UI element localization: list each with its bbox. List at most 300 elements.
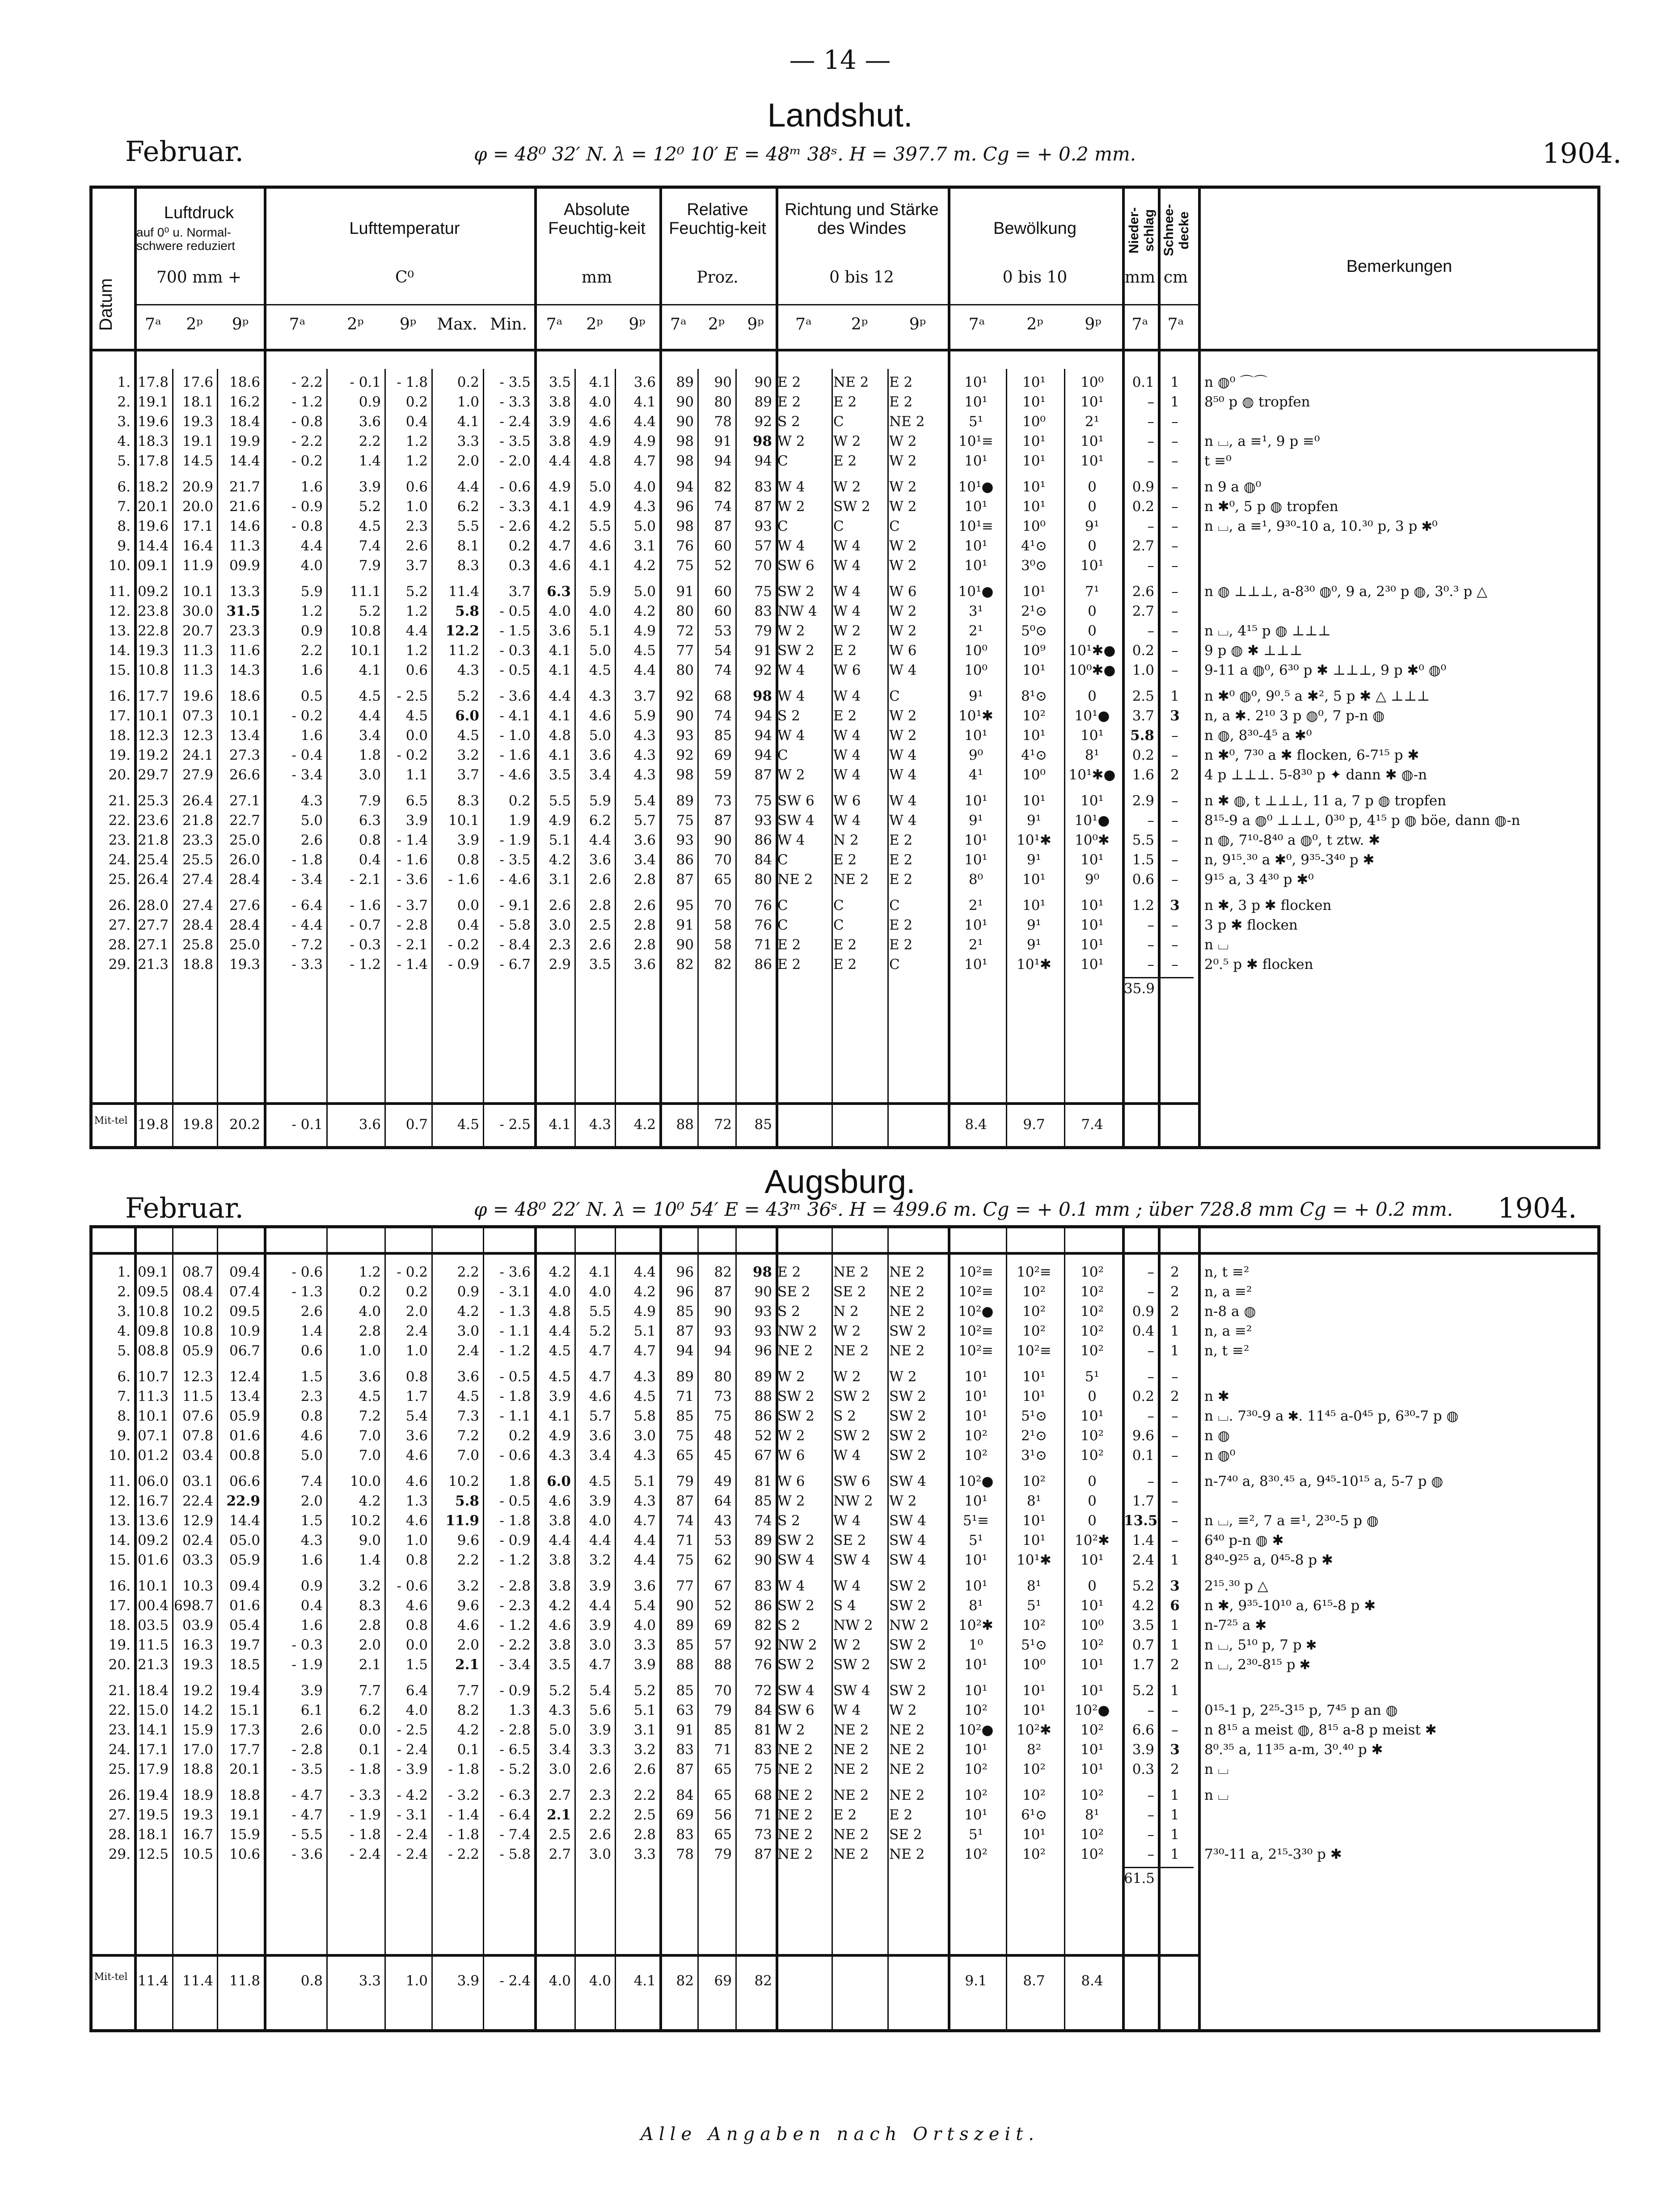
cell-c7: 4¹ xyxy=(968,767,984,783)
cell-r7: 87 xyxy=(676,1323,694,1339)
cell-p7: 27.1 xyxy=(137,937,169,953)
cell-tmin: - 1.9 xyxy=(499,832,531,848)
cell-c2: 10⁰ xyxy=(1022,414,1046,430)
cell-a2: 3.2 xyxy=(589,1552,611,1568)
cell-w7: NE 2 xyxy=(777,1807,813,1823)
cell-r9: 71 xyxy=(754,937,772,953)
cell-t9: 1.2 xyxy=(405,453,428,469)
cell-w2: NW 2 xyxy=(833,1493,873,1509)
cell-r2: 87 xyxy=(714,1284,732,1300)
cell-a7: 4.1 xyxy=(549,643,571,659)
cell-a9: 4.2 xyxy=(633,558,656,574)
cell-snow: 1 xyxy=(1170,1683,1179,1699)
cell-a7: 4.5 xyxy=(549,1343,571,1359)
cell-tmin: - 0.9 xyxy=(499,1532,531,1548)
cell-r9: 86 xyxy=(754,832,772,848)
cell-t2: - 1.8 xyxy=(350,1827,381,1843)
cell-p2: 18.1 xyxy=(182,394,213,410)
cell-snow: – xyxy=(1171,453,1178,469)
cell-t7: 5.0 xyxy=(300,812,323,829)
header-bottom-rule xyxy=(89,349,1600,351)
cell-tmax: 4.4 xyxy=(457,479,479,495)
cell-r7: 65 xyxy=(676,1447,694,1464)
cell-t2: 7.0 xyxy=(359,1428,381,1444)
cell-a7: 3.9 xyxy=(549,414,571,430)
cell-snow: – xyxy=(1171,1428,1178,1444)
cell-w7: C xyxy=(777,518,788,534)
cell-tmax: 2.2 xyxy=(457,1552,479,1568)
cell-tmax: 5.8 xyxy=(455,603,479,619)
cell-a2: 4.0 xyxy=(589,394,611,410)
cell-c2: 2¹⊙ xyxy=(1021,1428,1047,1444)
cell-w7: NE 2 xyxy=(777,1846,813,1862)
cell-w7: SW 4 xyxy=(777,1683,815,1699)
cell-a9: 2.8 xyxy=(633,1827,656,1843)
cell-tmin: - 0.5 xyxy=(499,1369,531,1385)
cell-r9: 90 xyxy=(754,1552,772,1568)
sum-rule xyxy=(1122,977,1194,978)
column-divider xyxy=(1006,369,1007,1149)
cell-tmin: 0.2 xyxy=(508,538,531,554)
cell-p2: 11.3 xyxy=(182,662,213,678)
cell-snow: – xyxy=(1171,414,1178,430)
cell-c9: 7¹ xyxy=(1085,584,1100,600)
cell-a9: 2.2 xyxy=(633,1787,656,1803)
cell-tmax: 0.1 xyxy=(457,1742,479,1758)
cell-r7: 91 xyxy=(676,1722,694,1738)
cell-c2: 6¹⊙ xyxy=(1021,1807,1047,1823)
column-divider xyxy=(887,1225,889,2032)
cell-t2: 3.6 xyxy=(359,1369,381,1385)
cell-p9: 01.6 xyxy=(229,1428,260,1444)
mittel-r2: 69 xyxy=(714,1973,732,1989)
cell-remarks: n ⌴, a ≡¹, 9³⁰-10 a, 10.³⁰ p, 3 p ✱⁰ xyxy=(1204,518,1438,534)
cell-w9: W 4 xyxy=(889,767,917,783)
cell-w7: SW 2 xyxy=(777,1598,815,1614)
cell-a7: 3.5 xyxy=(549,1657,571,1673)
cell-p7: 11.3 xyxy=(137,1388,169,1404)
cell-precip: – xyxy=(1147,1408,1154,1424)
cell-c7: 10¹ xyxy=(964,538,988,554)
cell-c2: 10¹ xyxy=(1022,1388,1046,1404)
cell-a2: 4.6 xyxy=(589,414,611,430)
cell-p7: 26.4 xyxy=(137,871,169,888)
cell-t7: 2.2 xyxy=(300,643,323,659)
cell-c2: 4¹⊙ xyxy=(1021,747,1047,763)
cell-c7: 10¹ xyxy=(964,793,988,809)
sub-rel-2: 2ᵖ xyxy=(708,315,725,334)
cell-a9: 2.5 xyxy=(633,1807,656,1823)
cell-r7: 85 xyxy=(676,1637,694,1653)
cell-tmin: - 4.1 xyxy=(499,708,531,724)
cell-precip: 0.3 xyxy=(1132,1761,1154,1777)
cell-c2: 10¹✱ xyxy=(1017,832,1051,848)
cell-a2: 2.5 xyxy=(589,917,611,933)
cell-p9: 27.3 xyxy=(229,747,260,763)
cell-c9: 2¹ xyxy=(1085,414,1100,430)
cell-w9: W 2 xyxy=(889,728,917,744)
cell-w2: NE 2 xyxy=(833,374,869,390)
cell-a7: 2.9 xyxy=(549,956,571,973)
cell-p2: 19.2 xyxy=(182,1683,213,1699)
cell-w9: SW 2 xyxy=(889,1683,926,1699)
cell-r7: 89 xyxy=(676,1617,694,1633)
cell-w7: SW 2 xyxy=(777,1388,815,1404)
cell-p7: 17.7 xyxy=(137,688,169,704)
cell-r9: 90 xyxy=(754,1284,772,1300)
cell-w7: W 2 xyxy=(777,767,805,783)
cell-p2: 27.4 xyxy=(182,871,213,888)
cell-w9: W 4 xyxy=(889,747,917,763)
cell-t2: 7.9 xyxy=(359,793,381,809)
cell-p9: 27.6 xyxy=(229,897,260,914)
cell-p2: 20.9 xyxy=(182,479,213,495)
cell-c7: 10¹ xyxy=(964,1552,988,1568)
cell-p9: 18.6 xyxy=(229,374,260,390)
cell-tmax: 2.1 xyxy=(455,1657,479,1673)
mittel-a9: 4.2 xyxy=(633,1117,656,1133)
cell-r9: 94 xyxy=(754,728,772,744)
cell-t9: - 2.5 xyxy=(397,688,428,704)
cell-w9: W 2 xyxy=(889,1702,917,1718)
cell-p2: 19.6 xyxy=(182,688,213,704)
cell-a9: 2.6 xyxy=(633,897,656,914)
cell-p2: 15.9 xyxy=(182,1722,213,1738)
cell-p2: 03.4 xyxy=(182,1447,213,1464)
cell-tmin: - 3.3 xyxy=(499,499,531,515)
cell-w9: W 2 xyxy=(889,453,917,469)
cell-p9: 14.4 xyxy=(229,453,260,469)
sub-wind-9: 9ᵖ xyxy=(909,315,926,334)
cell-r7: 90 xyxy=(676,937,694,953)
cell-snow: 1 xyxy=(1170,374,1179,390)
cell-precip: – xyxy=(1147,518,1154,534)
cell-w7: S 2 xyxy=(777,1303,800,1320)
cell-date: 5. xyxy=(117,453,131,469)
cell-t7: - 2.2 xyxy=(291,374,323,390)
cell-r7: 84 xyxy=(676,1787,694,1803)
cell-p9: 31.5 xyxy=(226,603,260,619)
cell-date: 7. xyxy=(117,499,131,515)
cell-p9: 14.6 xyxy=(229,518,260,534)
cell-r2: 64 xyxy=(714,1493,732,1509)
cell-t7: 5.9 xyxy=(300,584,323,600)
cell-c2: 9¹ xyxy=(1026,852,1042,868)
cell-tmax: 8.1 xyxy=(457,538,479,554)
cell-t7: 0.5 xyxy=(300,688,323,704)
cell-p7: 18.2 xyxy=(137,479,169,495)
cell-t9: - 3.7 xyxy=(397,897,428,914)
cell-a7: 4.1 xyxy=(549,1408,571,1424)
month-label: Februar. xyxy=(125,1192,244,1224)
cell-p7: 17.1 xyxy=(137,1742,169,1758)
cell-w9: E 2 xyxy=(889,374,913,390)
cell-t9: - 2.1 xyxy=(397,937,428,953)
cell-p9: 19.3 xyxy=(229,956,260,973)
cell-snow: – xyxy=(1171,1408,1178,1424)
cell-w9: NE 2 xyxy=(889,1343,925,1359)
mittel-a2: 4.3 xyxy=(589,1117,611,1133)
cell-c9: 10¹ xyxy=(1081,852,1104,868)
mittel-t9: 1.0 xyxy=(405,1973,428,1989)
cell-a2: 2.2 xyxy=(589,1807,611,1823)
cell-a9: 4.7 xyxy=(633,453,656,469)
cell-precip: – xyxy=(1147,1787,1154,1803)
cell-snow: 2 xyxy=(1170,1303,1179,1320)
header-lufttemperatur: Lufttemperatur xyxy=(349,219,460,238)
cell-tmin: - 1.5 xyxy=(499,623,531,639)
cell-a9: 4.4 xyxy=(633,1264,656,1280)
cell-r9: 92 xyxy=(754,1637,772,1653)
cell-c2: 10¹ xyxy=(1022,1513,1046,1529)
header-luftdruck-unit: 700 mm + xyxy=(156,268,242,287)
cell-a7: 3.8 xyxy=(549,394,571,410)
cell-remarks: n ◍ ⊥⊥⊥, a-8³⁰ ◍⁰, 9 a, 2³⁰ p ◍, 3⁰.³ p △ xyxy=(1204,584,1487,600)
header-wind: Richtung und Stärke des Windes xyxy=(785,200,939,238)
cell-t9: 0.2 xyxy=(405,394,428,410)
cell-remarks: n ◍ xyxy=(1204,1428,1230,1444)
cell-p7: 01.6 xyxy=(137,1552,169,1568)
cell-w2: C xyxy=(833,414,844,430)
cell-tmax: 5.2 xyxy=(457,688,479,704)
cell-remarks: n, t ≡² xyxy=(1204,1264,1249,1280)
cell-c2: 10² xyxy=(1022,708,1046,724)
cell-date: 12. xyxy=(108,1493,131,1509)
month-label: Februar. xyxy=(125,135,244,168)
cell-t7: 0.6 xyxy=(300,1343,323,1359)
cell-remarks: n ⌴, 5¹⁰ p, 7 p ✱ xyxy=(1204,1637,1317,1653)
cell-p7: 20.1 xyxy=(137,499,169,515)
cell-p2: 18.9 xyxy=(182,1787,213,1803)
cell-snow: – xyxy=(1171,603,1178,619)
cell-t2: 7.7 xyxy=(359,1683,381,1699)
cell-r9: 89 xyxy=(754,394,772,410)
cell-tmin: - 2.0 xyxy=(499,453,531,469)
cell-tmin: - 1.6 xyxy=(499,747,531,763)
cell-w2: E 2 xyxy=(833,394,857,410)
cell-tmax: 1.0 xyxy=(457,394,479,410)
cell-p7: 00.4 xyxy=(137,1598,169,1614)
cell-r7: 71 xyxy=(676,1532,694,1548)
cell-p9: 00.8 xyxy=(229,1447,260,1464)
cell-c7: 10¹● xyxy=(958,479,994,495)
cell-r7: 96 xyxy=(676,499,694,515)
cell-c7: 10¹ xyxy=(964,1578,988,1594)
cell-a9: 4.3 xyxy=(633,1493,656,1509)
cell-tmin: - 9.1 xyxy=(499,897,531,914)
cell-r2: 85 xyxy=(714,1722,732,1738)
cell-p9: 10.1 xyxy=(229,708,260,724)
cell-tmax: 12.2 xyxy=(445,623,479,639)
cell-date: 11. xyxy=(108,1473,131,1489)
cell-snow: – xyxy=(1171,1369,1178,1385)
cell-a7: 3.5 xyxy=(549,767,571,783)
cell-p9: 18.6 xyxy=(229,688,260,704)
cell-c2: 5¹⊙ xyxy=(1021,1408,1047,1424)
cell-r9: 70 xyxy=(754,558,772,574)
cell-r9: 89 xyxy=(754,1369,772,1385)
cell-snow: – xyxy=(1171,1473,1178,1489)
cell-c7: 10²≡ xyxy=(958,1343,993,1359)
cell-a9: 3.9 xyxy=(633,1657,656,1673)
cell-a2: 4.7 xyxy=(589,1657,611,1673)
cell-remarks: n ◍, 8³⁰-4⁵ a ✱⁰ xyxy=(1204,728,1312,744)
cell-w2: C xyxy=(833,897,844,914)
cell-a7: 5.1 xyxy=(549,832,571,848)
cell-tmin: - 1.0 xyxy=(499,728,531,744)
cell-w9: W 4 xyxy=(889,662,917,678)
cell-w2: SE 2 xyxy=(833,1532,866,1548)
cell-t7: - 0.8 xyxy=(291,414,323,430)
cell-tmax: 4.5 xyxy=(457,728,479,744)
cell-p2: 16.3 xyxy=(182,1637,213,1653)
cell-p7: 25.4 xyxy=(137,852,169,868)
cell-w7: E 2 xyxy=(777,956,801,973)
cell-t7: - 3.6 xyxy=(291,1846,323,1862)
cell-c7: 10²● xyxy=(958,1722,994,1738)
cell-r7: 75 xyxy=(676,1428,694,1444)
cell-tmax: 2.0 xyxy=(457,453,479,469)
cell-w9: E 2 xyxy=(889,937,913,953)
cell-p9: 11.6 xyxy=(229,643,260,659)
cell-p9: 06.7 xyxy=(229,1343,260,1359)
cell-a7: 4.1 xyxy=(549,662,571,678)
cell-a2: 4.6 xyxy=(589,538,611,554)
mittel-a2: 4.0 xyxy=(589,1973,611,1989)
cell-tmax: 4.3 xyxy=(457,662,479,678)
cell-r2: 90 xyxy=(714,832,732,848)
cell-p9: 21.6 xyxy=(229,499,260,515)
cell-remarks: 9 p ◍ ✱ ⊥⊥⊥ xyxy=(1204,643,1303,659)
cell-tmin: - 6.5 xyxy=(499,1742,531,1758)
cell-snow: – xyxy=(1171,479,1178,495)
cell-p2: 12.9 xyxy=(182,1513,213,1529)
cell-w7: SE 2 xyxy=(777,1284,810,1300)
cell-r7: 94 xyxy=(676,1343,694,1359)
column-divider xyxy=(574,1225,576,2032)
cell-w7: W 2 xyxy=(777,1428,805,1444)
cell-r2: 56 xyxy=(714,1807,732,1823)
cell-c7: 10¹ xyxy=(964,956,988,973)
cell-snow: – xyxy=(1171,747,1178,763)
cell-a7: 4.7 xyxy=(549,538,571,554)
cell-r2: 79 xyxy=(714,1702,732,1718)
cell-t7: - 3.3 xyxy=(291,956,323,973)
cell-p9: 26.6 xyxy=(229,767,260,783)
cell-r9: 81 xyxy=(754,1473,772,1489)
cell-w9: NE 2 xyxy=(889,414,925,430)
cell-r2: 80 xyxy=(714,1369,732,1385)
mittel-tmax: 3.9 xyxy=(457,1973,479,1989)
cell-w2: E 2 xyxy=(833,453,857,469)
mittel-c9: 7.4 xyxy=(1081,1117,1103,1133)
cell-w7: E 2 xyxy=(777,374,801,390)
cell-c2: 10¹ xyxy=(1022,871,1046,888)
cell-r7: 76 xyxy=(676,538,694,554)
cell-p7: 16.7 xyxy=(137,1493,169,1509)
cell-p7: 01.2 xyxy=(137,1447,169,1464)
cell-c2: 5¹⊙ xyxy=(1021,1637,1047,1653)
cell-a7: 4.3 xyxy=(549,1447,571,1464)
cell-t7: 2.0 xyxy=(300,1493,323,1509)
cell-r7: 77 xyxy=(676,1578,694,1594)
cell-r2: 88 xyxy=(714,1657,732,1673)
column-divider xyxy=(326,1225,328,2032)
cell-t2: 4.2 xyxy=(359,1493,381,1509)
cell-t9: - 2.4 xyxy=(397,1742,428,1758)
cell-a7: 3.0 xyxy=(549,917,571,933)
cell-precip: 1.4 xyxy=(1132,1532,1154,1548)
sum-rule xyxy=(1122,1867,1194,1868)
cell-w7: SW 6 xyxy=(777,1702,815,1718)
cell-p2: 27.4 xyxy=(182,897,213,914)
cell-date: 16. xyxy=(108,1578,131,1594)
cell-snow: 2 xyxy=(1170,1264,1179,1280)
column-divider xyxy=(172,369,173,1149)
cell-precip: 1.7 xyxy=(1132,1657,1154,1673)
cell-p9: 13.4 xyxy=(229,728,260,744)
cell-p9: 10.9 xyxy=(229,1323,260,1339)
cell-c9: 10¹ xyxy=(1081,937,1104,953)
cell-c9: 10¹✱● xyxy=(1068,643,1116,659)
cell-w7: W 4 xyxy=(777,832,805,848)
cell-t7: 4.4 xyxy=(300,538,323,554)
header-rule xyxy=(134,304,1198,305)
sub-rel-9: 9ᵖ xyxy=(747,315,764,334)
cell-remarks: 6⁴⁰ p-n ◍ ✱ xyxy=(1204,1532,1284,1548)
cell-r9: 93 xyxy=(754,1323,772,1339)
cell-r7: 90 xyxy=(676,414,694,430)
cell-c9: 10⁰✱ xyxy=(1075,832,1110,848)
cell-precip: – xyxy=(1147,1827,1154,1843)
cell-date: 16. xyxy=(108,688,131,704)
cell-p7: 09.1 xyxy=(137,558,169,574)
column-divider xyxy=(1064,1225,1065,2032)
cell-t2: 3.4 xyxy=(359,728,381,744)
cell-a7: 4.9 xyxy=(549,812,571,829)
cell-w7: E 2 xyxy=(777,937,801,953)
cell-p2: 19.1 xyxy=(182,433,213,449)
cell-r2: 74 xyxy=(714,499,732,515)
cell-a2: 4.3 xyxy=(589,688,611,704)
cell-remarks: 8⁴⁰-9²⁵ a, 0⁴⁵-8 p ✱ xyxy=(1204,1552,1333,1568)
cell-r7: 85 xyxy=(676,1408,694,1424)
cell-tmin: - 0.5 xyxy=(499,662,531,678)
cell-a9: 4.9 xyxy=(633,433,656,449)
cell-r9: 94 xyxy=(754,708,772,724)
cell-w9: SW 2 xyxy=(889,1388,926,1404)
cell-p9: 06.6 xyxy=(229,1473,260,1489)
cell-t9: 4.4 xyxy=(405,623,428,639)
cell-w7: W 2 xyxy=(777,1369,805,1385)
cell-a7: 3.8 xyxy=(549,433,571,449)
cell-snow: – xyxy=(1171,956,1178,973)
cell-r9: 52 xyxy=(754,1428,772,1444)
cell-w2: W 4 xyxy=(833,603,861,619)
cell-p7: 23.6 xyxy=(137,812,169,829)
cell-t2: 3.0 xyxy=(359,767,381,783)
cell-t2: 0.8 xyxy=(359,832,381,848)
station-coordinates: φ = 48⁰ 22′ N. λ = 10⁰ 54′ E = 43ᵐ 36ˢ. H = 499.6 m. Cg = + 0.1 mm ; über 728.8 mm Cg = + 0.2 mm. xyxy=(474,1198,1453,1220)
cell-t7: 1.6 xyxy=(300,1552,323,1568)
cell-t2: - 3.3 xyxy=(350,1787,381,1803)
cell-r7: 89 xyxy=(676,793,694,809)
mittel-r7: 82 xyxy=(676,1973,694,1989)
cell-w7: NE 2 xyxy=(777,871,813,888)
cell-r9: 92 xyxy=(754,662,772,678)
mittel-c2: 8.7 xyxy=(1023,1973,1045,1989)
cell-a7: 4.8 xyxy=(549,728,571,744)
